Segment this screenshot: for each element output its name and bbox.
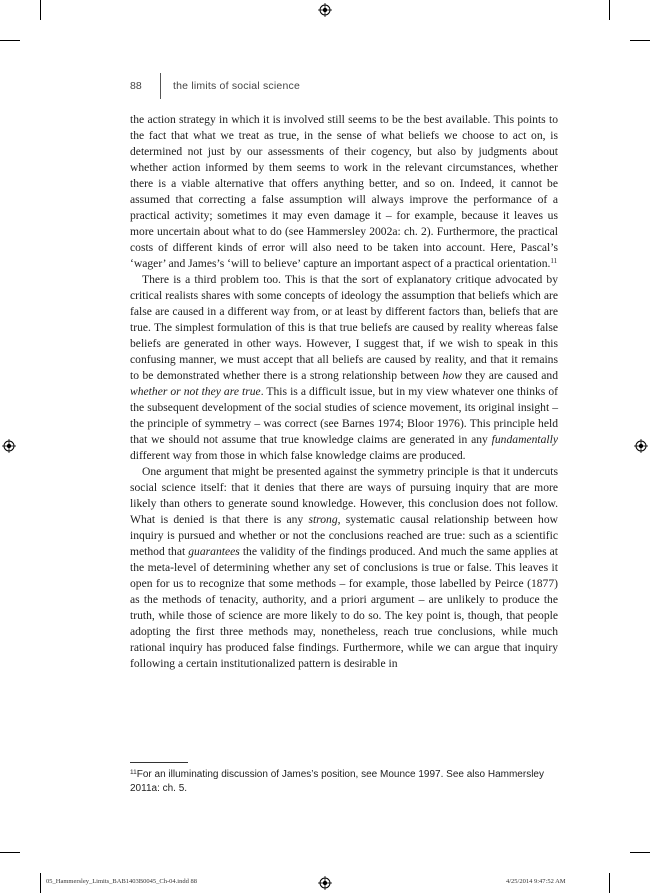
header-divider — [160, 73, 161, 99]
crop-mark — [630, 40, 650, 41]
footnote-text: For an illuminating discussion of James’s position, see Mounce 1997. See also Hammersley 2011a: ch. 5. — [130, 769, 544, 794]
paragraph-text: the validity of the findings produced. And much the same applies at the meta-level of determining whether any set of conclusions is true or false. This leaves it open for us to recognize that some methods – for example, those labelled by Peirce (1877) as the methods of tenacity, authority, and a priori argument – are unlikely to produce the truth, while those of science are more likely to do so. The key point is, though, that people adopting the first three methods may, nonetheless, reach true conclusions, while much rational inquiry has produced false findings. Furthermore, while we can argue that inquiry following a certain institutionalized pattern is desirable in — [130, 545, 558, 670]
body-text — [130, 112, 558, 672]
emphasis: how — [442, 369, 462, 382]
paragraph-text: . This is a difficult issue, but in my view whatever one thinks of the subsequent development of the social studies of science movement, its original insight – the principle of symmetry – was correct (see Barnes 1974; Bloor 1976). This principle held that we should not assume that true knowledge claims are generated in any — [130, 385, 558, 446]
crop-mark — [0, 852, 20, 853]
footnote-reference[interactable]: 11 — [550, 257, 558, 265]
page-number: 88 — [130, 80, 142, 92]
running-title: the limits of social science — [173, 80, 300, 92]
paragraph-text: , systematic causal relationship between how inquiry is pursued and whether or not the conclusions reached are true: such as a scientific method that — [130, 513, 558, 558]
paragraph-text: One argument that might be presented against the symmetry principle is that it undercuts social science itself: that it denies that there are ways of pursuing inquiry that are more likely than others to generate sound knowledge. However, this conclusion does not follow. What is denied is that there is any — [130, 465, 558, 526]
paragraph — [130, 112, 558, 272]
slug-timestamp: 4/25/2014 9:47:52 AM — [506, 878, 566, 885]
registration-mark-icon — [318, 3, 332, 17]
paragraph-text: There is a third problem too. This is that the sort of explanatory critique advocated by critical realists shares with some concepts of ideology the assumption that beliefs which are false are caused in a different way from, or at least by different factors than, beliefs that are true. The simplest formulation of this is that true beliefs are caused by reality whereas false beliefs are generated in other ways. However, I suggest that, if we wish to speak in this confusing manner, we must accept that all beliefs are caused by reality, and that it remains to be demonstrated whether there is a strong relationship between — [130, 273, 558, 382]
running-head — [130, 75, 300, 97]
emphasis: fundamentally — [491, 433, 558, 446]
crop-mark — [40, 873, 41, 893]
crop-mark — [0, 40, 20, 41]
registration-mark-icon — [634, 439, 648, 453]
crop-mark — [40, 0, 41, 20]
paragraph-text: the action strategy in which it is involved still seems to be the best available. This points to the fact that what we treat as true, in the sense of what beliefs we choose to act on, is determined not just by our assessments of their cogency, but also by judgments about whether action informed by them seems to work in the relevant circumstances, whether there is a viable alternative that offers anything better, and so on. Indeed, it cannot be assumed that correcting a false assumption will always improve the performance of a practical activity; sometimes it may even damage it – for example, because it leaves us more uncertain about what to do (see Hammersley 2002a: ch. 2). Furthermore, the practical costs of different kinds of error will also need to be taken into account. Here, Pascal’s ‘wager’ and James’s ‘will to believe’ capture an important aspect of a practical orientation. — [130, 113, 558, 270]
crop-mark — [630, 852, 650, 853]
footnote — [130, 768, 558, 796]
registration-mark-icon — [318, 876, 332, 890]
paragraph — [130, 464, 558, 672]
slug-file-info: 05_Hammersley_Limits_BAB1403B0045_Ch-04.indd 88 — [46, 878, 197, 885]
crop-mark — [609, 0, 610, 20]
emphasis: whether or not they are true — [130, 385, 261, 398]
emphasis: strong — [308, 513, 338, 526]
emphasis: guarantees — [188, 545, 240, 558]
paragraph — [130, 272, 558, 464]
footnote-divider — [130, 762, 188, 763]
paragraph-text: they are caused and — [461, 369, 559, 382]
registration-mark-icon — [2, 439, 16, 453]
paragraph-text: different way from those in which false knowledge claims are produced. — [130, 449, 466, 462]
crop-mark — [609, 873, 610, 893]
footnote-number: 11 — [130, 769, 137, 776]
